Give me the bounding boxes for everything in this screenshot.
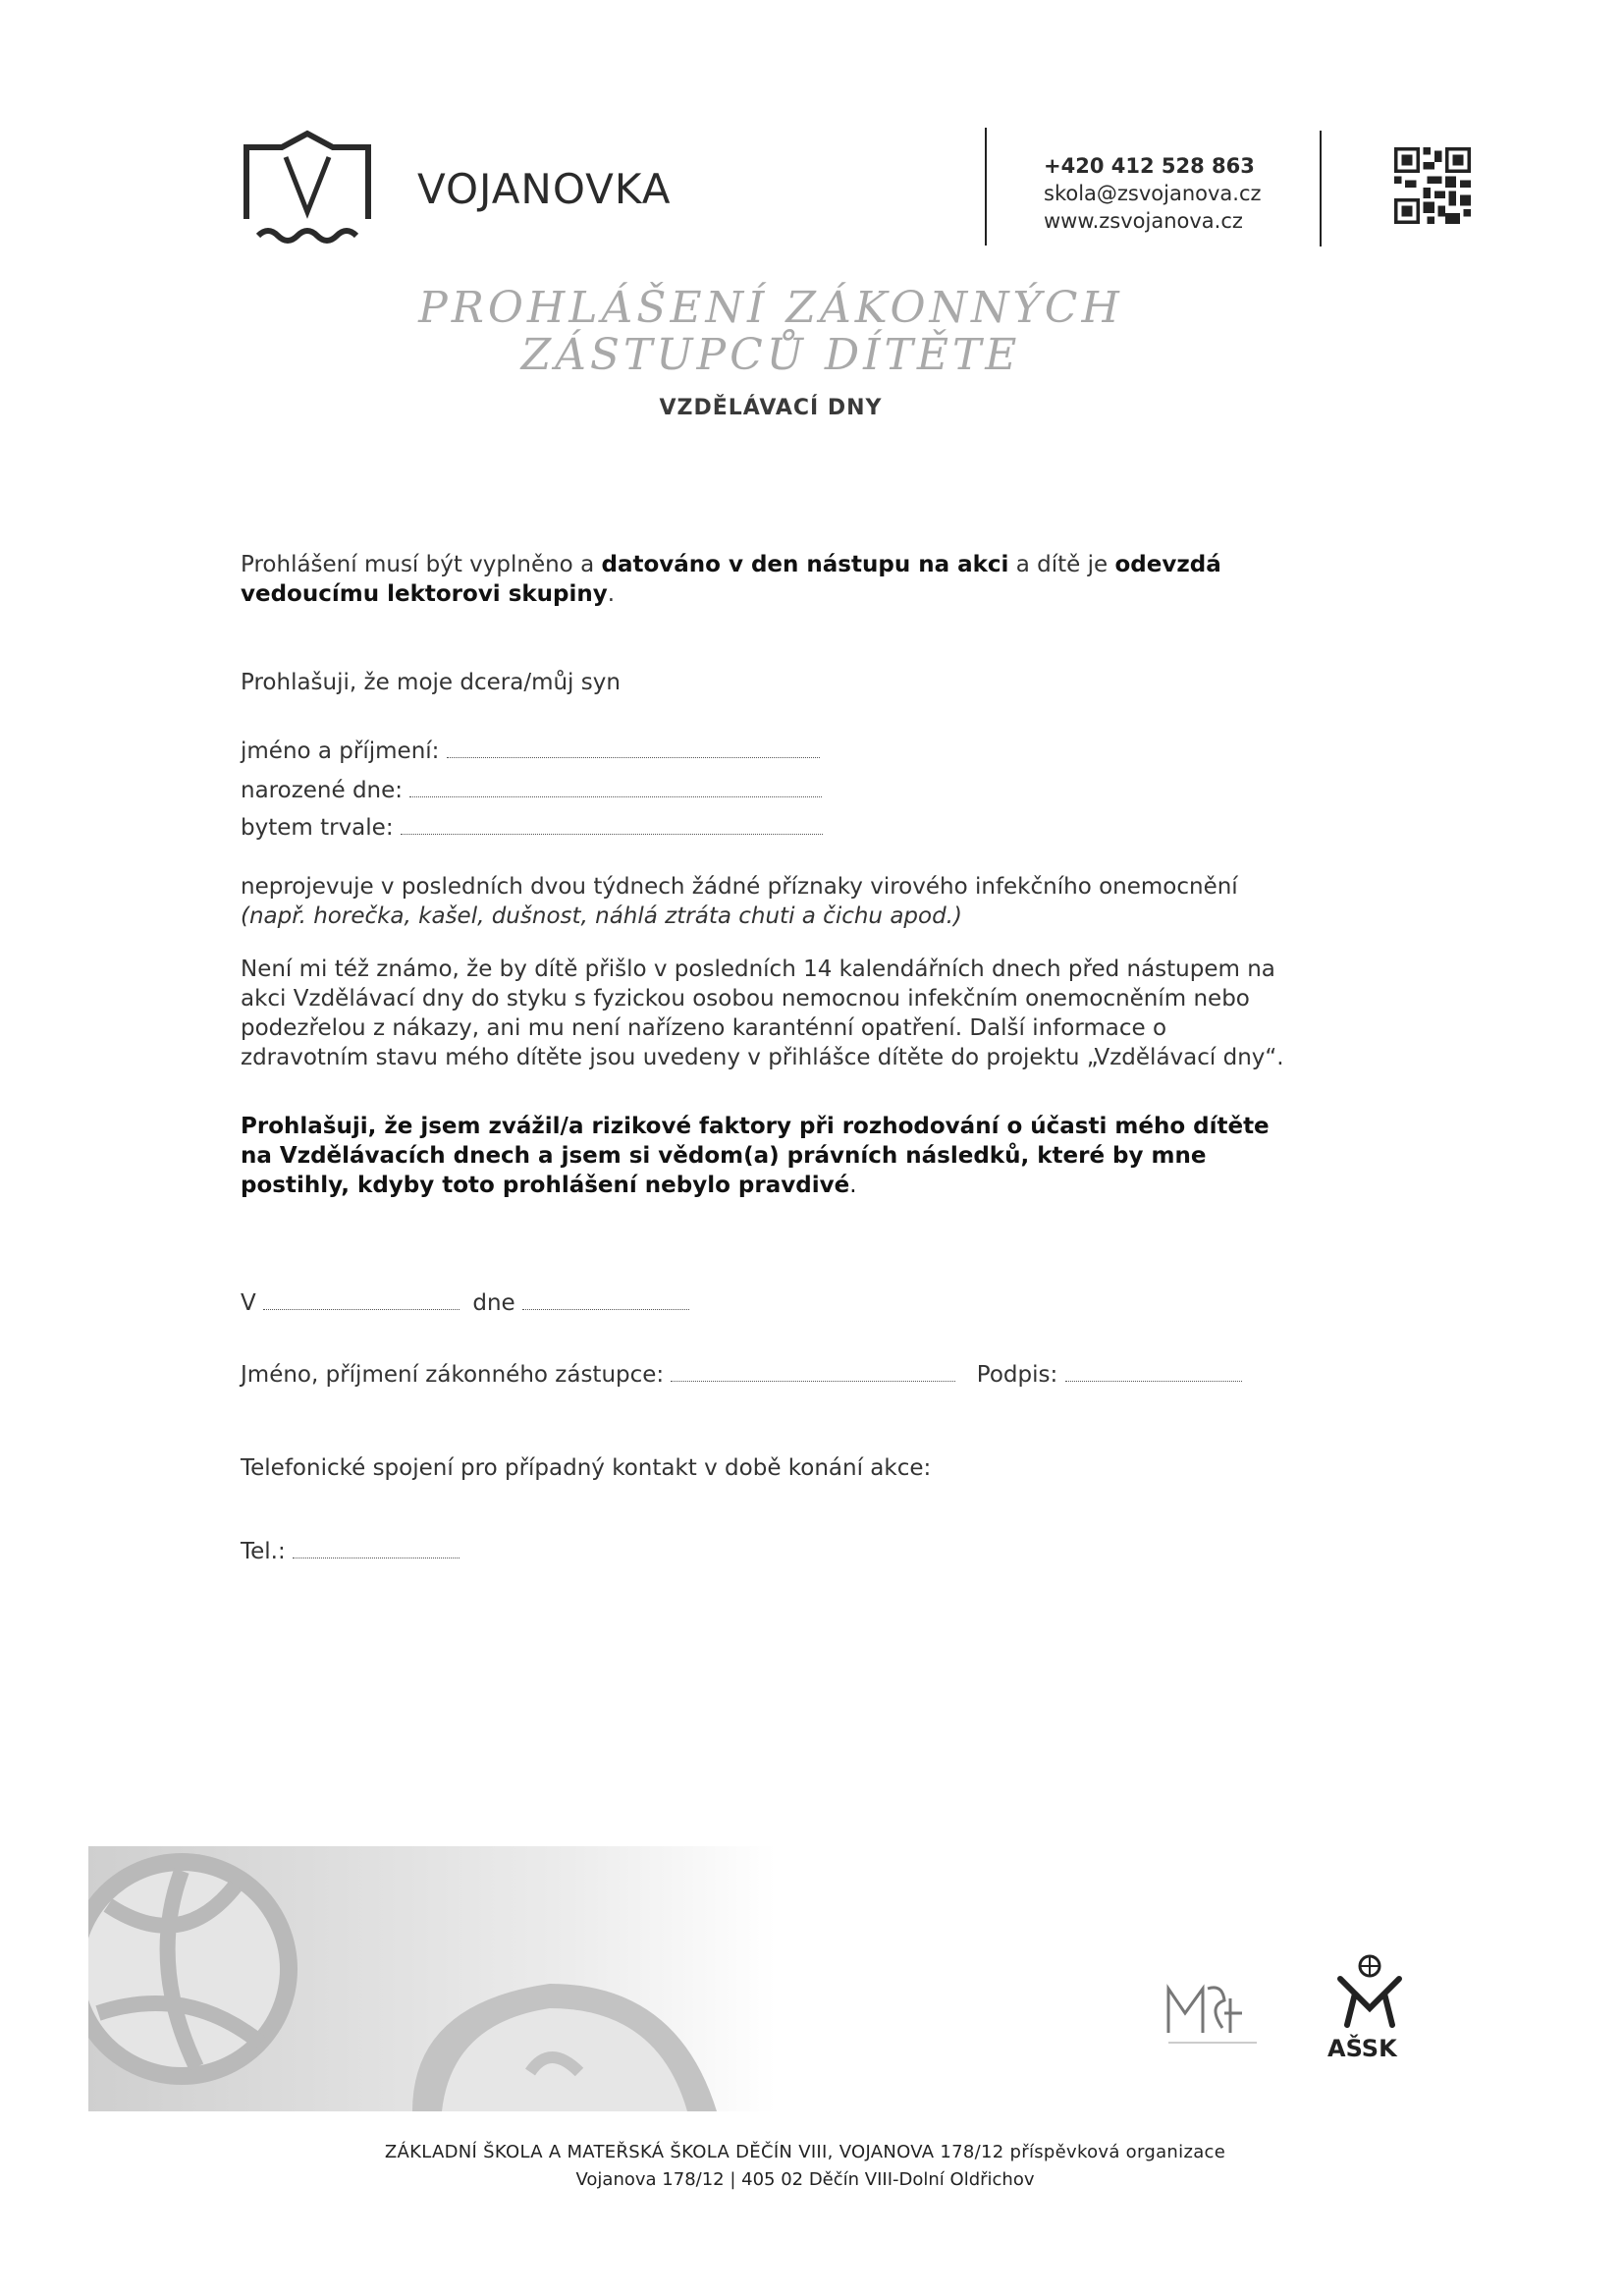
intro-text-c: a dítě je [1008,552,1115,577]
address-label: bytem trvale: [241,815,394,841]
child-name-field[interactable] [447,738,820,758]
header-divider-left [985,128,987,246]
qr-code-icon [1394,147,1471,224]
declaration-line: Prohlašuji, že moje dcera/můj syn [241,670,621,695]
volleyball-decoration-icon [88,1846,776,2111]
header-divider-right [1320,131,1322,246]
intro-bold-d: odevzdá vedoucímu lektorovi skupiny [241,552,1221,607]
assk-logo-icon [1335,1954,1404,2028]
document-title [393,285,1149,379]
phone-number: +420 412 528 863 [1044,154,1255,178]
birth-date-field[interactable] [409,777,822,797]
place-label: V [241,1290,256,1316]
email-address: skola@zsvojanova.cz [1044,182,1262,205]
contact-paragraph: Není mi též známo, že by dítě přišlo v posledních 14 kalendářních dnech před nástupem na akci Vzdělávací dny do styku s fyzickou osobou nemocnou infekčním onemocněním nebo podezřelou z nákazy, ani mu není nařízeno karanténní opatření. Další informace o zdravotním stavu mého dítěte jsou uvedeny v přihlášce dítěte do projektu „Vzdělávací dny“. [241,957,1284,1070]
child-name-row [241,737,1296,766]
guardian-row [241,1360,1296,1390]
intro-text-e: . [607,581,616,607]
website: www.zsvojanova.cz [1044,209,1243,233]
intro-bold-b: datováno v den nástupu na akci [601,552,1009,577]
assk-label: AŠSK [1327,2035,1397,2062]
vojanovka-logo-icon [239,126,376,253]
signature-label: Podpis: [976,1362,1058,1388]
title-line-1: PROHLÁŠENÍ ZÁKONNÝCH [418,283,1123,333]
birth-date-label: narozené dne: [241,778,404,803]
symptoms-text: neprojevuje v posledních dvou týdnech žádné příznaky virového infekčního onemocnění [241,874,1238,900]
contact-block [1044,152,1262,235]
brand-name: VOJANOVKA [417,165,672,213]
tel-label: Tel.: [241,1539,286,1564]
signature-field[interactable] [1065,1361,1242,1382]
bold-declaration-end: . [849,1173,857,1198]
date-field[interactable] [522,1289,689,1310]
bold-declaration [241,1112,1296,1200]
footer-address: Vojanova 178/12 | 405 02 Děčín VIII-Dolní Oldřichov [575,2169,1035,2190]
tel-field[interactable] [293,1538,460,1558]
footer-school-name: ZÁKLADNÍ ŠKOLA A MATEŘSKÁ ŠKOLA DĚČÍN VIII, VOJANOVA 178/12 příspěvková organizace [384,2142,1226,2162]
bold-declaration-text: Prohlašuji, že jsem zvážil/a rizikové faktory při rozhodování o účasti mého dítěte na Vzdělávacích dnech a jsem si vědom(a) právních následků, které by mne postihly, kdyby toto prohlášení nebylo pravdivé [241,1114,1270,1198]
intro-paragraph [241,550,1296,609]
place-field[interactable] [263,1289,460,1310]
child-name-label: jméno a příjmení: [241,738,440,764]
phone-contact-line: Telefonické spojení pro případný kontakt v době konání akce: [241,1455,932,1481]
guardian-label: Jméno, příjmení zákonného zástupce: [241,1362,665,1388]
address-field[interactable] [401,814,823,835]
symptoms-paragraph [241,872,1296,931]
tel-row [241,1537,1296,1566]
date-label: dne [472,1290,515,1316]
msmt-logo-icon [1163,1979,1262,2048]
guardian-field[interactable] [671,1361,955,1382]
place-date-row [241,1288,1296,1318]
symptoms-examples: (např. horečka, kašel, dušnost, náhlá ztráta chuti a čichu apod.) [241,903,962,929]
birth-date-row [241,776,1296,805]
intro-text-a: Prohlášení musí být vyplněno a [241,552,602,577]
document-subtitle: VZDĚLÁVACÍ DNY [659,396,883,420]
title-line-2: ZÁSTUPCŮ DÍTĚTE [520,330,1021,380]
address-row [241,813,1296,843]
